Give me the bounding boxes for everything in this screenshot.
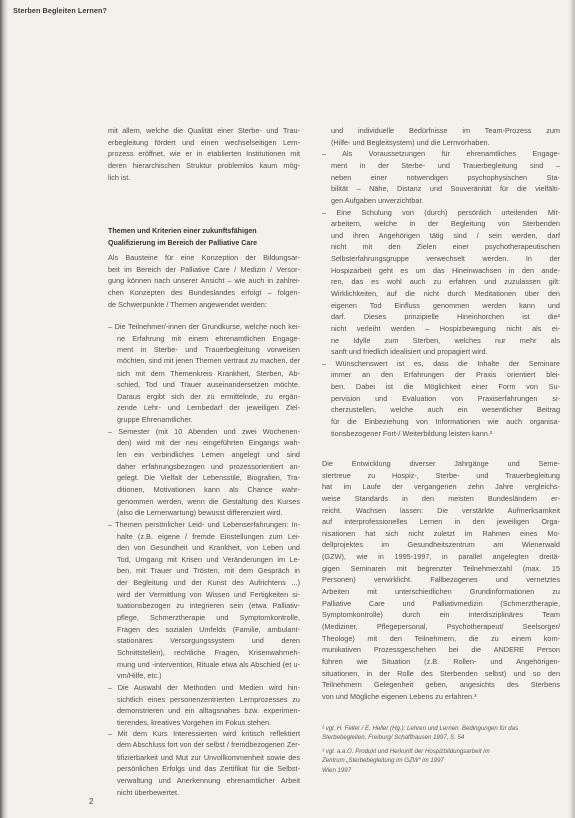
- bullet-line: – Als Voraussetzungen für ehrenamtliches Engage-: [322, 149, 560, 159]
- bullet-line: Selbsterfahrungsgruppe verwechselt werden. In der: [331, 254, 560, 264]
- bullet-line: nicht mit den Zielen einer psychotherapeutischen: [331, 242, 560, 252]
- paragraph-line: stertreue zu Hospiz-, Sterbe- und Trauerbegleitung: [322, 470, 560, 480]
- bullet-line: daher erfahrungsbezogen und prozessorientiert an-: [117, 461, 300, 471]
- paragraph-line: Teilnehmern Gelegenheit geben, angesichts des Sterbens: [322, 680, 560, 690]
- bullet-line: (also die Lernerwartung) bewusst differenziert wird.: [117, 508, 283, 518]
- scan-shadow-right: [569, 0, 575, 818]
- bullet-line: – Wünschenswert ist es, dass die Inhalte der Seminare: [322, 358, 560, 368]
- bullet-line: Daraus ergibt sich der zu ermittelnde, zu ergän-: [117, 391, 300, 401]
- bullet-line: cherzustellen, welche auch ein wesentlicher Beitrag: [331, 405, 560, 415]
- paragraph-line: (Mediziner, Pflegepersonal, Psychotherapeut/ Seelsorger/: [322, 621, 560, 631]
- bullet-line: sichtlich eines personenzentrierten Lernprozesses zu: [117, 694, 300, 704]
- bullet-continuation: [322, 125, 560, 148]
- intro-line: erbegleitung fördert und einen wechselseitigen Lern-: [108, 137, 300, 147]
- bullet-line: ment in Sterbe- und Trauerbegleitung vorweisen: [117, 345, 300, 355]
- lead-in-line: gung können nach unserer Ansicht – wie auch in zahlrei-: [108, 276, 300, 286]
- bullet-line: ne Erfahrung mit einem ehrenamtlichen Engage-: [117, 333, 300, 343]
- bullet-line: wird der Vermittlung von Wissen und Fertigkeiten si-: [117, 589, 300, 599]
- bullet-item: [322, 207, 560, 358]
- bullet-item: [108, 519, 300, 682]
- bullet-line: stationäres Versorgungssystem und deren: [117, 636, 300, 646]
- paragraph-line: (GZW), wie in 1995-1997, in parallel angelegten dreitä-: [322, 552, 560, 562]
- bullet-line: vm/Hilfe, etc.): [117, 671, 162, 681]
- bullet-line: Tod, Umgang mit Krisen und Veränderungen im Le-: [117, 554, 300, 564]
- body-paragraph: [322, 458, 560, 702]
- bullet-line: den) wird mit der neu eingeführten Eingangs wah-: [117, 438, 300, 448]
- bullet-line: – Themen persönlicher Leid- und Lebenserfahrungen: In-: [108, 519, 300, 529]
- bullet-line: – Die Teilnehmer/-innen der Grundkurse, welche noch kei-: [108, 322, 300, 331]
- bullet-line: – Eine Schulung von (durch) persönlich urteilenden Mit-: [322, 207, 560, 217]
- heading-line: Qualifizierung im Bereich der Palliative Care: [108, 238, 258, 247]
- paragraph-line: Palliative Care und Palliativmedizin (Schmerztherapie,: [322, 598, 560, 608]
- paragraph-line: weise Standards in den meisten Bundesländern er-: [322, 493, 560, 503]
- bullet-line: gelegt. Die Vielfalt der Lebensstile, Biografien, Tra-: [117, 473, 300, 483]
- bullet-line: demonstrieren und ein alltagsnahes bzw. experimen-: [117, 706, 300, 716]
- paragraph-line: Symptomkontrolle) durch ein interdisziplinäres Team: [322, 610, 560, 620]
- bullet-line: tierendes, kreatives Vorgehen im Fokus stehen.: [117, 717, 272, 727]
- bullet-line: tifizierbarkeit und Mut zur Unvollkommenheit sowie des: [117, 752, 300, 762]
- bullet-line: zende Lehr- und Lernbedarf der jeweiligen Ziel-: [117, 403, 300, 413]
- footnote: [322, 724, 560, 743]
- footnote-line: Sterbebegleiten, Freiburg/ Schaffhausen 1997, S. 54: [322, 734, 465, 742]
- paragraph-line: führen wie Situation (z.B. Rollen- und Angehörigen-: [322, 656, 560, 666]
- bullet-line: – Die Auswahl der Methoden und Medien wird hin-: [108, 682, 300, 692]
- bullet-line: neben einer notwendigen psychophysischen Sta-: [331, 172, 560, 182]
- bullet-line: Fragen des sozialen Umfelds (Familie, ambulant-: [117, 624, 300, 634]
- bullet-line: und individuelle Bedürfnisse im Team-Prozess zum: [331, 126, 560, 135]
- bullet-line: Wirklichkeiten, auf die nicht durch Meditationen über den: [331, 288, 560, 298]
- bullet-line: ben. Dabei ist die Möglichkeit einer Form von Su-: [331, 382, 560, 392]
- paragraph-line: Die Entwicklung diverser Jahrgänge und Seme-: [322, 459, 560, 468]
- bullet-line: persönlichen Erfolgs und das Zertifikat für die Selbst-: [117, 764, 300, 774]
- bullet-line: (Hilfe- und Begleitsystem) und die Lernvorhaben.: [331, 137, 490, 147]
- bullet-item: [108, 321, 300, 426]
- bullet-line: genommen werden, wenn die Gestaltung des Kurses: [117, 496, 300, 506]
- intro-line: prozess eröffnet, wie er in etablierten Institutionen mit: [108, 149, 300, 159]
- bullet-line: und ihren Angehörigen tätig sind / sein werden, darf: [331, 230, 560, 240]
- bullet-line: eigenen Tod Einfluss genommen werden kann und: [331, 300, 560, 310]
- bullet-line: bilität – Nähe, Distanz und Souveränität für die vielfälti-: [331, 184, 560, 194]
- bullet-line: gen Aufgaben unverzichtbar.: [331, 195, 424, 205]
- right-column: [322, 0, 560, 818]
- paragraph-line: situationen, in der Rolle des Sterbenden selbst) und so den: [322, 668, 560, 678]
- footnote-line: Wien 1997: [322, 766, 352, 774]
- scan-shadow-left: [0, 0, 8, 818]
- page-number: 2: [89, 797, 94, 806]
- lead-in-line: de Schwerpunkte / Themen angewendet werden:: [108, 299, 267, 309]
- bullet-line: der Begleitung und der Kunst des Aufrichtens ...): [117, 578, 300, 588]
- bullet-line: darf. Dieses prinzipielle Hineinhorchen ist die²: [331, 312, 560, 322]
- intro-paragraph: [108, 125, 300, 183]
- bullet-line: schied, Tod und Trauer auseinandersetzen möchte.: [117, 380, 300, 390]
- bullet-line: immer an den Erfahrungen der Praxis orientiert blei-: [331, 370, 560, 380]
- paragraph-line: munikativen Prozessgeschehen bei die ANDERE Person: [322, 645, 560, 655]
- bullet-line: sich mit dem Themenkreis Krankheit, Sterben, Ab-: [117, 368, 300, 378]
- bullet-item: [322, 148, 560, 206]
- paragraph-line: hat im Laufe der vergangenen zehn Jahre vergleichs-: [322, 482, 560, 492]
- bullet-line: ren, das es wohl auch zu erfahren und zuzulassen gilt:: [331, 277, 560, 287]
- bullet-line: – Mit dem Kurs Interessierten wird kritisch reflektiert: [108, 729, 300, 739]
- bullet-line: tuationsbezogen zu integrieren sein (etwa Palliativ-: [117, 601, 300, 611]
- lead-in-paragraph: [108, 252, 300, 310]
- bullet-list: [108, 321, 300, 798]
- paragraph-line: gigen Seminaren mit begrenzter Teilnehmerzahl (max. 15: [322, 563, 560, 573]
- bullet-line: nicht überbewertet.: [117, 787, 180, 797]
- bullet-line: halte (z.B. eigene / fremde Einstellungen zum Lei-: [117, 531, 300, 541]
- footnote-line: ² vgl. H. Feller / E. Heller (Hg.): Lehren und Lernen. Bedingungen für das: [322, 725, 519, 732]
- left-column: [108, 0, 300, 818]
- bullet-line: für die Einbeziehung von Informationen wie auch organisa-: [331, 417, 560, 427]
- paragraph-line: reicht. Wachsen lassen: Die verstärkte Aufmerksamkeit: [322, 505, 560, 515]
- bullet-line: sanft und friedlich idealisiert und propagiert wird.: [331, 347, 488, 357]
- bullet-line: ment in der Sterbe- und Trauerbegleitung sind –: [331, 160, 560, 170]
- bullet-line: gruppe Ehrenamtlicher.: [117, 415, 193, 425]
- bullet-line: pflege, Schmerztherapie und Symptomkontrolle,: [117, 613, 300, 623]
- bullet-list: [322, 148, 560, 439]
- paragraph-line: Arbeiten mit unterschiedlichen Grundinformationen zu: [322, 587, 560, 597]
- paragraph-line: dellprojektes im Gesundheitszentrum am Wienerwald: [322, 540, 560, 550]
- bullet-item: [108, 682, 300, 729]
- heading-line: Themen und Kriterien einer zukunftsfähigen: [108, 227, 257, 235]
- footnote: [322, 747, 560, 775]
- bullet-line: dem Abschluss fort von der selbst / fremdbezogenen Zer-: [117, 741, 300, 750]
- section-heading: [108, 226, 300, 249]
- lead-in-line: chen Konzepten des Bundeslandes erfolgt – folgen-: [108, 287, 300, 297]
- bullet-line: ben, mit Trauer und Trösten, mit dem Gespräch in: [117, 566, 300, 576]
- bullet-line: verwaltung und Anerkennung ehrenamtlicher Arbeit: [117, 775, 300, 785]
- bullet-line: arbeitern, welche in der Begleitung von Sterbenden: [331, 219, 560, 229]
- bullet-line: Hospizarbeit geht es um das Hineinwachsen in den ande-: [331, 265, 560, 275]
- paragraph-line: auf interprofessionelles Lernen in den jeweiligen Orga-: [322, 517, 560, 527]
- bullet-line: möchten, sind mit jenen Themen vertraut zu machen, der: [117, 356, 300, 365]
- bullet-line: tionsbezogener Fort-/ Weiterbildung leisten kann.²: [331, 428, 493, 438]
- paragraph-line: nisationen hat sich nicht zuletzt im Rahmen eines Mo-: [322, 528, 560, 538]
- bullet-line: ditionen, Motivationen kann als Chance wahr-: [117, 484, 300, 494]
- paragraph-line: Personen) verwirklicht. Fallbezogenes und vernetztes: [322, 575, 560, 585]
- footnote-line: ³ vgl. a.a.O. Produkt und Herkunft der Hospizbildungsarbeit im: [322, 747, 490, 755]
- bullet-line: ne Idylle zum Sterben, welches nur mehr als: [331, 335, 560, 345]
- intro-line: deren hierarchischen Struktur problemlos kaum mög-: [108, 160, 300, 170]
- bullet-item: [322, 358, 560, 439]
- bullet-line: nicht verleiht werden – Hospizbewegung nicht als ei-: [331, 323, 560, 333]
- intro-line: mit allem, welche die Qualität einer Sterbe- und Trau-: [108, 126, 300, 135]
- paragraph-line: Theologe) mit den Teilnehmern, die zu einem kom-: [322, 633, 560, 643]
- footnotes: [322, 724, 560, 775]
- running-head: Sterben Begleiten Lernen?: [13, 6, 107, 15]
- paragraph-line: von und Mögliche eigenen Lebens zu erfahren.³: [322, 691, 477, 701]
- bullet-item: [108, 728, 300, 798]
- bullet-line: mung und -intervention, Rituale etwa als Abschied (et u-: [117, 659, 300, 669]
- bullet-line: len ein verbindliches Lernen angelegt und sind: [117, 450, 300, 460]
- bullet-line: pervision und Evaluation von Praxiserfahrungen si-: [331, 393, 560, 403]
- bullet-line: – Semester (mit 10 Abenden und zwei Wochenen-: [108, 426, 300, 436]
- bullet-line: Schnittstellen), rechtliche Fragen, Krisenwahrneh-: [117, 647, 300, 657]
- lead-in-line: Als Bausteine für eine Konzeption der Bildungsar-: [108, 253, 300, 262]
- lead-in-line: beit im Bereich der Palliative Care / Medizin / Versor-: [108, 264, 300, 274]
- intro-line: lich ist.: [108, 172, 131, 182]
- bullet-line: den von Gesundheit und Krankheit, von Leben und: [117, 543, 300, 553]
- footnote-line: Zentrum „Sterbebegleitung im GZW“ im 1997: [322, 757, 444, 765]
- bullet-item: [108, 426, 300, 519]
